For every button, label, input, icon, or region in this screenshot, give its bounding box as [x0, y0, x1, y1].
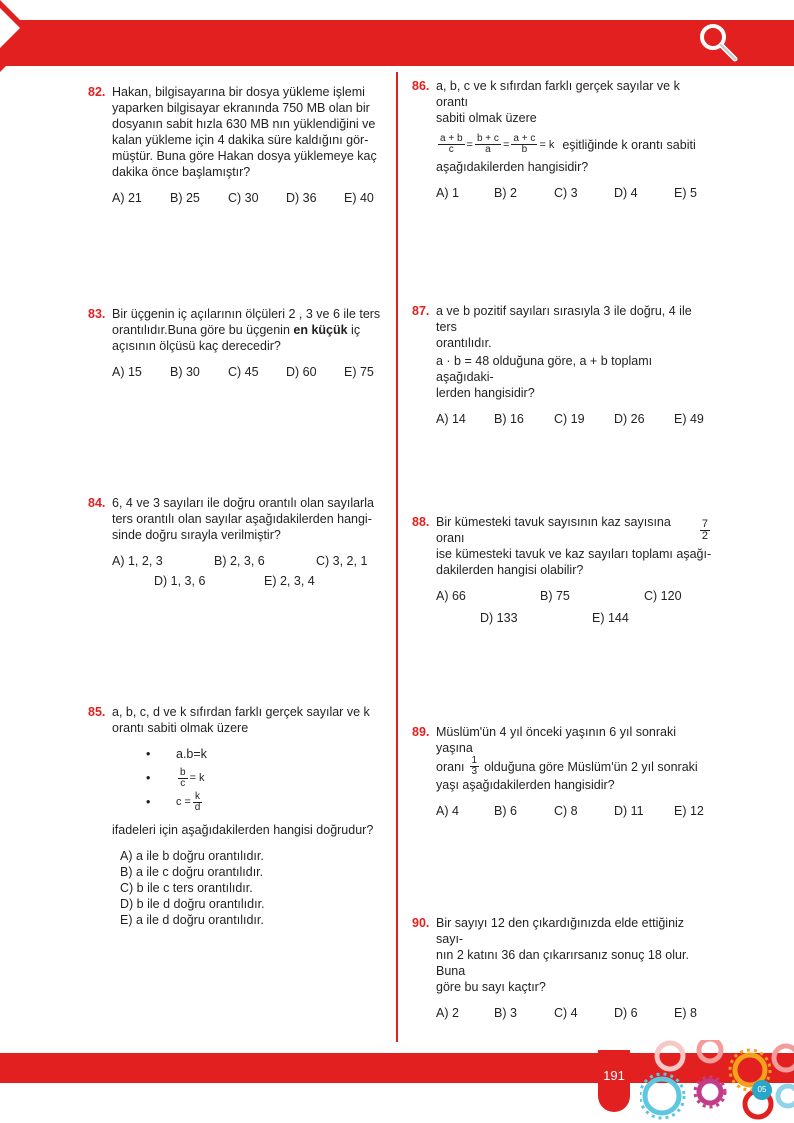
question-88: [412, 514, 712, 626]
question-prompt: ifadeleri için aşağıdakilerden hangisi doğrudur?: [112, 823, 374, 837]
fraction: [178, 768, 188, 789]
equals-sign: =: [466, 138, 473, 151]
fraction: [470, 756, 480, 777]
option-b[interactable]: B) 30: [170, 365, 200, 379]
fraction-denominator: d: [194, 801, 201, 813]
options: [436, 1005, 712, 1021]
fraction-numerator: b: [180, 766, 186, 778]
question-text: Bir sayıyı 12 den çıkardığınızda elde ettiğiniz sayı- nın 2 katını 36 dan çıkarırsanız sonuç 18 olur. Buna göre bu sayı kaçtır?: [436, 916, 689, 994]
header-top-strip: [0, 0, 794, 20]
option-c[interactable]: C) 3: [554, 186, 578, 200]
question-number: 86.: [412, 79, 430, 93]
question-text: Bir kümesteki tavuk sayısının kaz sayısına oranı: [436, 515, 671, 545]
options: [436, 411, 712, 427]
fraction: [438, 134, 465, 155]
question-85: [88, 704, 388, 928]
option-c[interactable]: C) b ile c ters orantılıdır.: [120, 881, 253, 895]
option-e[interactable]: E) 12: [674, 804, 704, 818]
question-text: Hakan, bilgisayarına bir dosya yükleme işlemi yaparken bilgisayar ekranında 750 MB olan bir dosyanın sabit hızla 630 MB nın yüklendiğini ve kalan yükleme için 4 dakika süre kaldığını gör- müştür. Buna göre Hakan dosya yüklemeye kaç dakika önce başlamıştır?: [112, 85, 377, 179]
equation: [436, 134, 712, 155]
option-d[interactable]: D) 60: [286, 365, 317, 379]
option-e[interactable]: E) 75: [344, 365, 374, 379]
option-a[interactable]: A) 21: [112, 191, 142, 205]
option-c[interactable]: C) 120: [644, 589, 682, 603]
bullet-icon: •: [146, 771, 151, 785]
option-d[interactable]: D) 1, 3, 6: [154, 574, 206, 588]
option-a[interactable]: A) 1: [436, 186, 459, 200]
fraction-numerator: k: [194, 790, 200, 802]
option-e[interactable]: E) 2, 3, 4: [264, 574, 315, 588]
fraction: [511, 134, 537, 155]
option-a[interactable]: A) a ile b doğru orantılıdır.: [120, 849, 264, 863]
fraction-denominator: b: [521, 144, 528, 155]
options: [120, 848, 388, 928]
fraction-denominator: c: [180, 777, 186, 789]
statement-1: [146, 742, 388, 766]
option-c[interactable]: C) 19: [554, 412, 585, 426]
option-a[interactable]: A) 2: [436, 1006, 459, 1020]
options-row-2: [112, 573, 388, 589]
option-c[interactable]: C) 45: [228, 365, 259, 379]
option-d[interactable]: D) 6: [614, 1006, 638, 1020]
option-b[interactable]: B) 2: [494, 186, 517, 200]
statement-text: = k: [189, 772, 205, 784]
question-number: 84.: [88, 496, 106, 510]
option-e[interactable]: E) 5: [674, 186, 697, 200]
question-number: 87.: [412, 304, 430, 318]
question-82: [88, 84, 388, 206]
question-number: 85.: [88, 705, 106, 719]
options: [112, 364, 388, 380]
question-text: a ve b pozitif sayıları sırasıyla 3 ile doğru, 4 ile ters orantılıdır.: [436, 304, 692, 350]
options-row-1: [112, 553, 388, 569]
option-e[interactable]: E) 40: [344, 191, 374, 205]
fraction-numerator: a + c: [513, 133, 536, 144]
fraction: [700, 519, 710, 542]
option-a[interactable]: A) 66: [436, 589, 466, 603]
fraction-denominator: a: [485, 144, 491, 155]
page-number: 191: [603, 1068, 625, 1083]
question-90: [412, 915, 712, 1021]
statement-list: [146, 742, 388, 814]
column-divider: [396, 72, 398, 1042]
question-text: Müslüm'ün 4 yıl önceki yaşının 6 yıl sonraki yaşına: [436, 725, 676, 755]
option-d[interactable]: D) 133: [480, 611, 518, 625]
question-text-line: [436, 756, 712, 777]
question-86: [412, 78, 712, 201]
fraction-denominator: 3: [471, 766, 478, 777]
option-d[interactable]: D) 26: [614, 412, 645, 426]
fraction: [193, 792, 202, 813]
option-c[interactable]: C) 3, 2, 1: [316, 554, 368, 568]
options: [112, 190, 388, 206]
equals-k: = k: [539, 138, 555, 151]
bullet-icon: •: [146, 747, 151, 761]
fraction-numerator: a + b: [440, 133, 463, 144]
option-b[interactable]: B) 3: [494, 1006, 517, 1020]
statement-2: [146, 766, 388, 790]
question-text-part: iç açısının ölçüsü kaç derecedir?: [112, 323, 361, 353]
fraction-numerator: 1: [471, 755, 478, 766]
question-emphasis: en küçük: [293, 323, 348, 337]
statement-text: c =: [176, 796, 191, 808]
options-row-2: [436, 610, 712, 626]
question-text: yaşı aşağıdakilerden hangisidir?: [436, 778, 615, 792]
option-d[interactable]: D) 36: [286, 191, 317, 205]
magnifier-icon: [698, 22, 738, 62]
option-d[interactable]: D) 11: [614, 804, 644, 818]
option-b[interactable]: B) 25: [170, 191, 200, 205]
option-c[interactable]: C) 30: [228, 191, 259, 205]
option-d[interactable]: D) 4: [614, 186, 638, 200]
option-a[interactable]: A) 4: [436, 804, 459, 818]
question-text-part: Bir üçgenin iç açılarının ölçüleri 2 , 3 ve 6 ile ters orantılıdır.Buna göre bu üçgenin: [112, 307, 381, 337]
question-text: 6, 4 ve 3 sayıları ile doğru orantılı olan sayılarla ters orantılı olan sayılar aşağıdakilerden hangi- sinde doğru sırayla verilmiştir?: [112, 496, 374, 542]
question-number: 90.: [412, 916, 430, 930]
question-text: olduğuna göre Müslüm'ün 2 yıl sonraki: [484, 759, 698, 774]
fraction-denominator: c: [448, 144, 454, 155]
bullet-icon: •: [146, 795, 151, 809]
question-number: 83.: [88, 307, 106, 321]
option-d[interactable]: D) b ile d doğru orantılıdır.: [120, 897, 265, 911]
option-b[interactable]: B) a ile c doğru orantılıdır.: [120, 865, 264, 879]
question-89: [412, 724, 712, 819]
options-row-1: [436, 588, 712, 604]
fraction: [475, 134, 501, 155]
statement-text: a.b=k: [176, 747, 207, 761]
question-text: a, b, c, d ve k sıfırdan farklı gerçek sayılar ve k orantı sabiti olmak üzere: [112, 705, 370, 735]
question-84: [88, 495, 388, 589]
option-e[interactable]: E) a ile d doğru orantılıdır.: [120, 913, 264, 927]
option-c[interactable]: C) 8: [554, 804, 578, 818]
fraction-numerator: b + c: [476, 133, 499, 144]
option-b[interactable]: B) 2, 3, 6: [214, 554, 265, 568]
question-number: 82.: [88, 85, 106, 99]
question-text: aşağıdakilerden hangisidir?: [436, 160, 589, 174]
option-e[interactable]: E) 49: [674, 412, 704, 426]
statement-3: [146, 790, 388, 814]
option-e[interactable]: E) 8: [674, 1006, 697, 1020]
option-a[interactable]: A) 1, 2, 3: [112, 554, 163, 568]
gears-decoration-icon: [640, 1040, 794, 1123]
question-text: a · b = 48 olduğuna göre, a + b toplamı aşağıdaki- lerden hangisidir?: [436, 354, 653, 400]
unit-badge: 05: [752, 1080, 772, 1100]
question-number: 89.: [412, 725, 430, 739]
options: [436, 803, 712, 819]
question-text: ise kümesteki tavuk ve kaz sayıları toplamı aşağı- dakilerden hangisi olabilir?: [436, 547, 712, 577]
option-a[interactable]: A) 14: [436, 412, 466, 426]
fraction-numerator: 7: [701, 517, 708, 530]
question-text: [112, 306, 388, 354]
question-text: a, b, c ve k sıfırdan farklı gerçek sayılar ve k orantı sabiti olmak üzere: [436, 79, 680, 125]
option-a[interactable]: A) 15: [112, 365, 142, 379]
option-c[interactable]: C) 4: [554, 1006, 578, 1020]
question-text-line: [436, 514, 712, 546]
fraction-denominator: 2: [701, 529, 708, 542]
option-b[interactable]: B) 16: [494, 412, 524, 426]
question-text: oranı: [436, 759, 465, 774]
question-text: eşitliğinde k orantı sabiti: [562, 137, 696, 152]
equals-sign: =: [502, 138, 510, 151]
options: [436, 185, 712, 201]
question-number: 88.: [412, 515, 430, 529]
question-87: [412, 303, 712, 427]
question-83: [88, 306, 388, 380]
option-b[interactable]: B) 6: [494, 804, 517, 818]
option-b[interactable]: B) 75: [540, 589, 570, 603]
corner-arrow-inner: [0, 8, 20, 48]
option-e[interactable]: E) 144: [592, 611, 629, 625]
